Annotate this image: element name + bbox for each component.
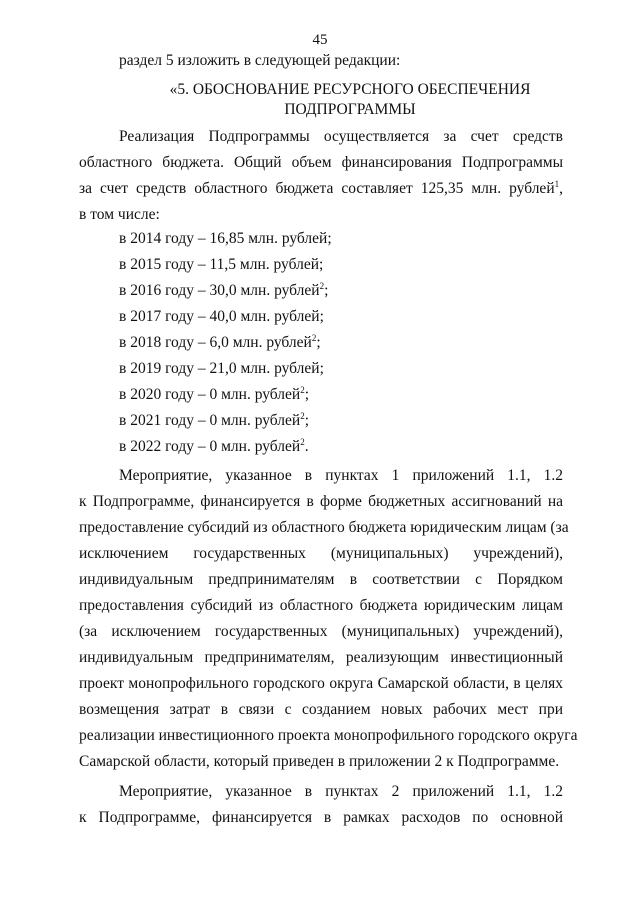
para3-line-1: Мероприятие, указанное в пунктах 2 приложений 1.1, 1.2: [119, 783, 563, 800]
year-funding-text: в 2022 году – 0 млн. рублей: [119, 438, 301, 455]
para2-line-10: возмещения затрат в связи с созданием новых рабочих мест при: [79, 701, 563, 718]
para2-line-3: предоставление субсидий из областного бюджета юридическим лицам (за: [79, 519, 569, 536]
para2-line-9: проект монопрофильного городского округа Самарской области, в целях: [79, 675, 563, 692]
year-funding-text: в 2019 году – 21,0 млн. рублей;: [119, 360, 324, 377]
para2-line-5: индивидуальным предпринимателям в соответствии с Порядком: [79, 571, 563, 588]
year-funding-text: в 2015 году – 11,5 млн. рублей;: [119, 256, 324, 273]
section-heading-line-2: ПОДПРОГРАММЫ: [284, 101, 416, 118]
para1-line-4: в том числе:: [79, 206, 160, 223]
year-funding-item: [119, 359, 324, 379]
para2-line-2: к Подпрограмме, финансируется в форме бюджетных ассигнований на: [79, 493, 563, 510]
year-funding-text: в 2017 году – 40,0 млн. рублей;: [119, 308, 324, 325]
para1-line-3-suffix: ,: [559, 180, 563, 197]
para1-line-3-text: за счет средств областного бюджета составляет 125,35 млн. рублей: [79, 180, 555, 197]
year-funding-text: в 2016 году – 30,0 млн. рублей: [119, 282, 320, 299]
footnote-mark-2: 2: [319, 280, 325, 291]
year-funding-text: в 2021 году – 0 млн. рублей: [119, 412, 301, 429]
para1-line-3: [79, 179, 563, 199]
year-funding-item: [119, 437, 309, 457]
para1-line-2: областного бюджета. Общий объем финансирования Подпрограммы: [79, 154, 563, 171]
year-funding-item: [119, 255, 323, 275]
para1-line-1: Реализация Подпрограммы осуществляется за счет средств: [119, 128, 563, 145]
para2-line-4: исключением государственных (муниципальных) учреждений),: [79, 545, 563, 562]
year-funding-end: ;: [304, 386, 310, 403]
section-heading-line-1: «5. ОБОСНОВАНИЕ РЕСУРСНОГО ОБЕСПЕЧЕНИЯ: [169, 81, 531, 98]
year-funding-end: ;: [316, 334, 321, 351]
year-funding-item: [119, 333, 321, 353]
year-funding-text: в 2020 году – 0 млн. рублей: [119, 386, 301, 403]
footnote-mark-2: 2: [300, 384, 305, 395]
para2-line-11: реализации инвестиционного проекта монопрофильного городского округа: [79, 727, 578, 744]
year-funding-item: [119, 229, 332, 249]
year-funding-text: в 2018 году – 6,0 млн. рублей: [119, 334, 312, 351]
year-funding-item: [119, 307, 324, 327]
year-funding-end: .: [304, 438, 309, 455]
year-funding-item: [119, 385, 309, 405]
year-funding-end: ;: [324, 282, 329, 299]
footnote-mark-2: 2: [300, 436, 305, 447]
page-number: 45: [312, 32, 328, 48]
para2-line-7: (за исключением государственных (муниципальных) учреждений),: [79, 623, 563, 640]
footnote-mark-1: 1: [554, 178, 560, 189]
para3-line-2: к Подпрограмме, финансируется в рамках расходов по основной: [79, 809, 563, 826]
year-funding-text: в 2014 году – 16,85 млн. рублей;: [119, 230, 332, 247]
footnote-mark-2: 2: [300, 410, 305, 421]
para2-line-12: Самарской области, который приведен в приложении 2 к Подпрограмме.: [79, 753, 560, 770]
year-funding-item: [119, 411, 309, 431]
year-funding-end: ;: [304, 412, 310, 429]
footnote-mark-2: 2: [311, 332, 317, 343]
para2-line-1: Мероприятие, указанное в пунктах 1 приложений 1.1, 1.2: [119, 467, 563, 484]
para2-line-6: предоставления субсидий из областного бюджета юридическим лицам: [79, 597, 563, 614]
para2-line-8: индивидуальным предпринимателям, реализующим инвестиционный: [79, 649, 563, 666]
year-funding-item: [119, 281, 328, 301]
intro-line: раздел 5 изложить в следующей редакции:: [119, 52, 401, 69]
